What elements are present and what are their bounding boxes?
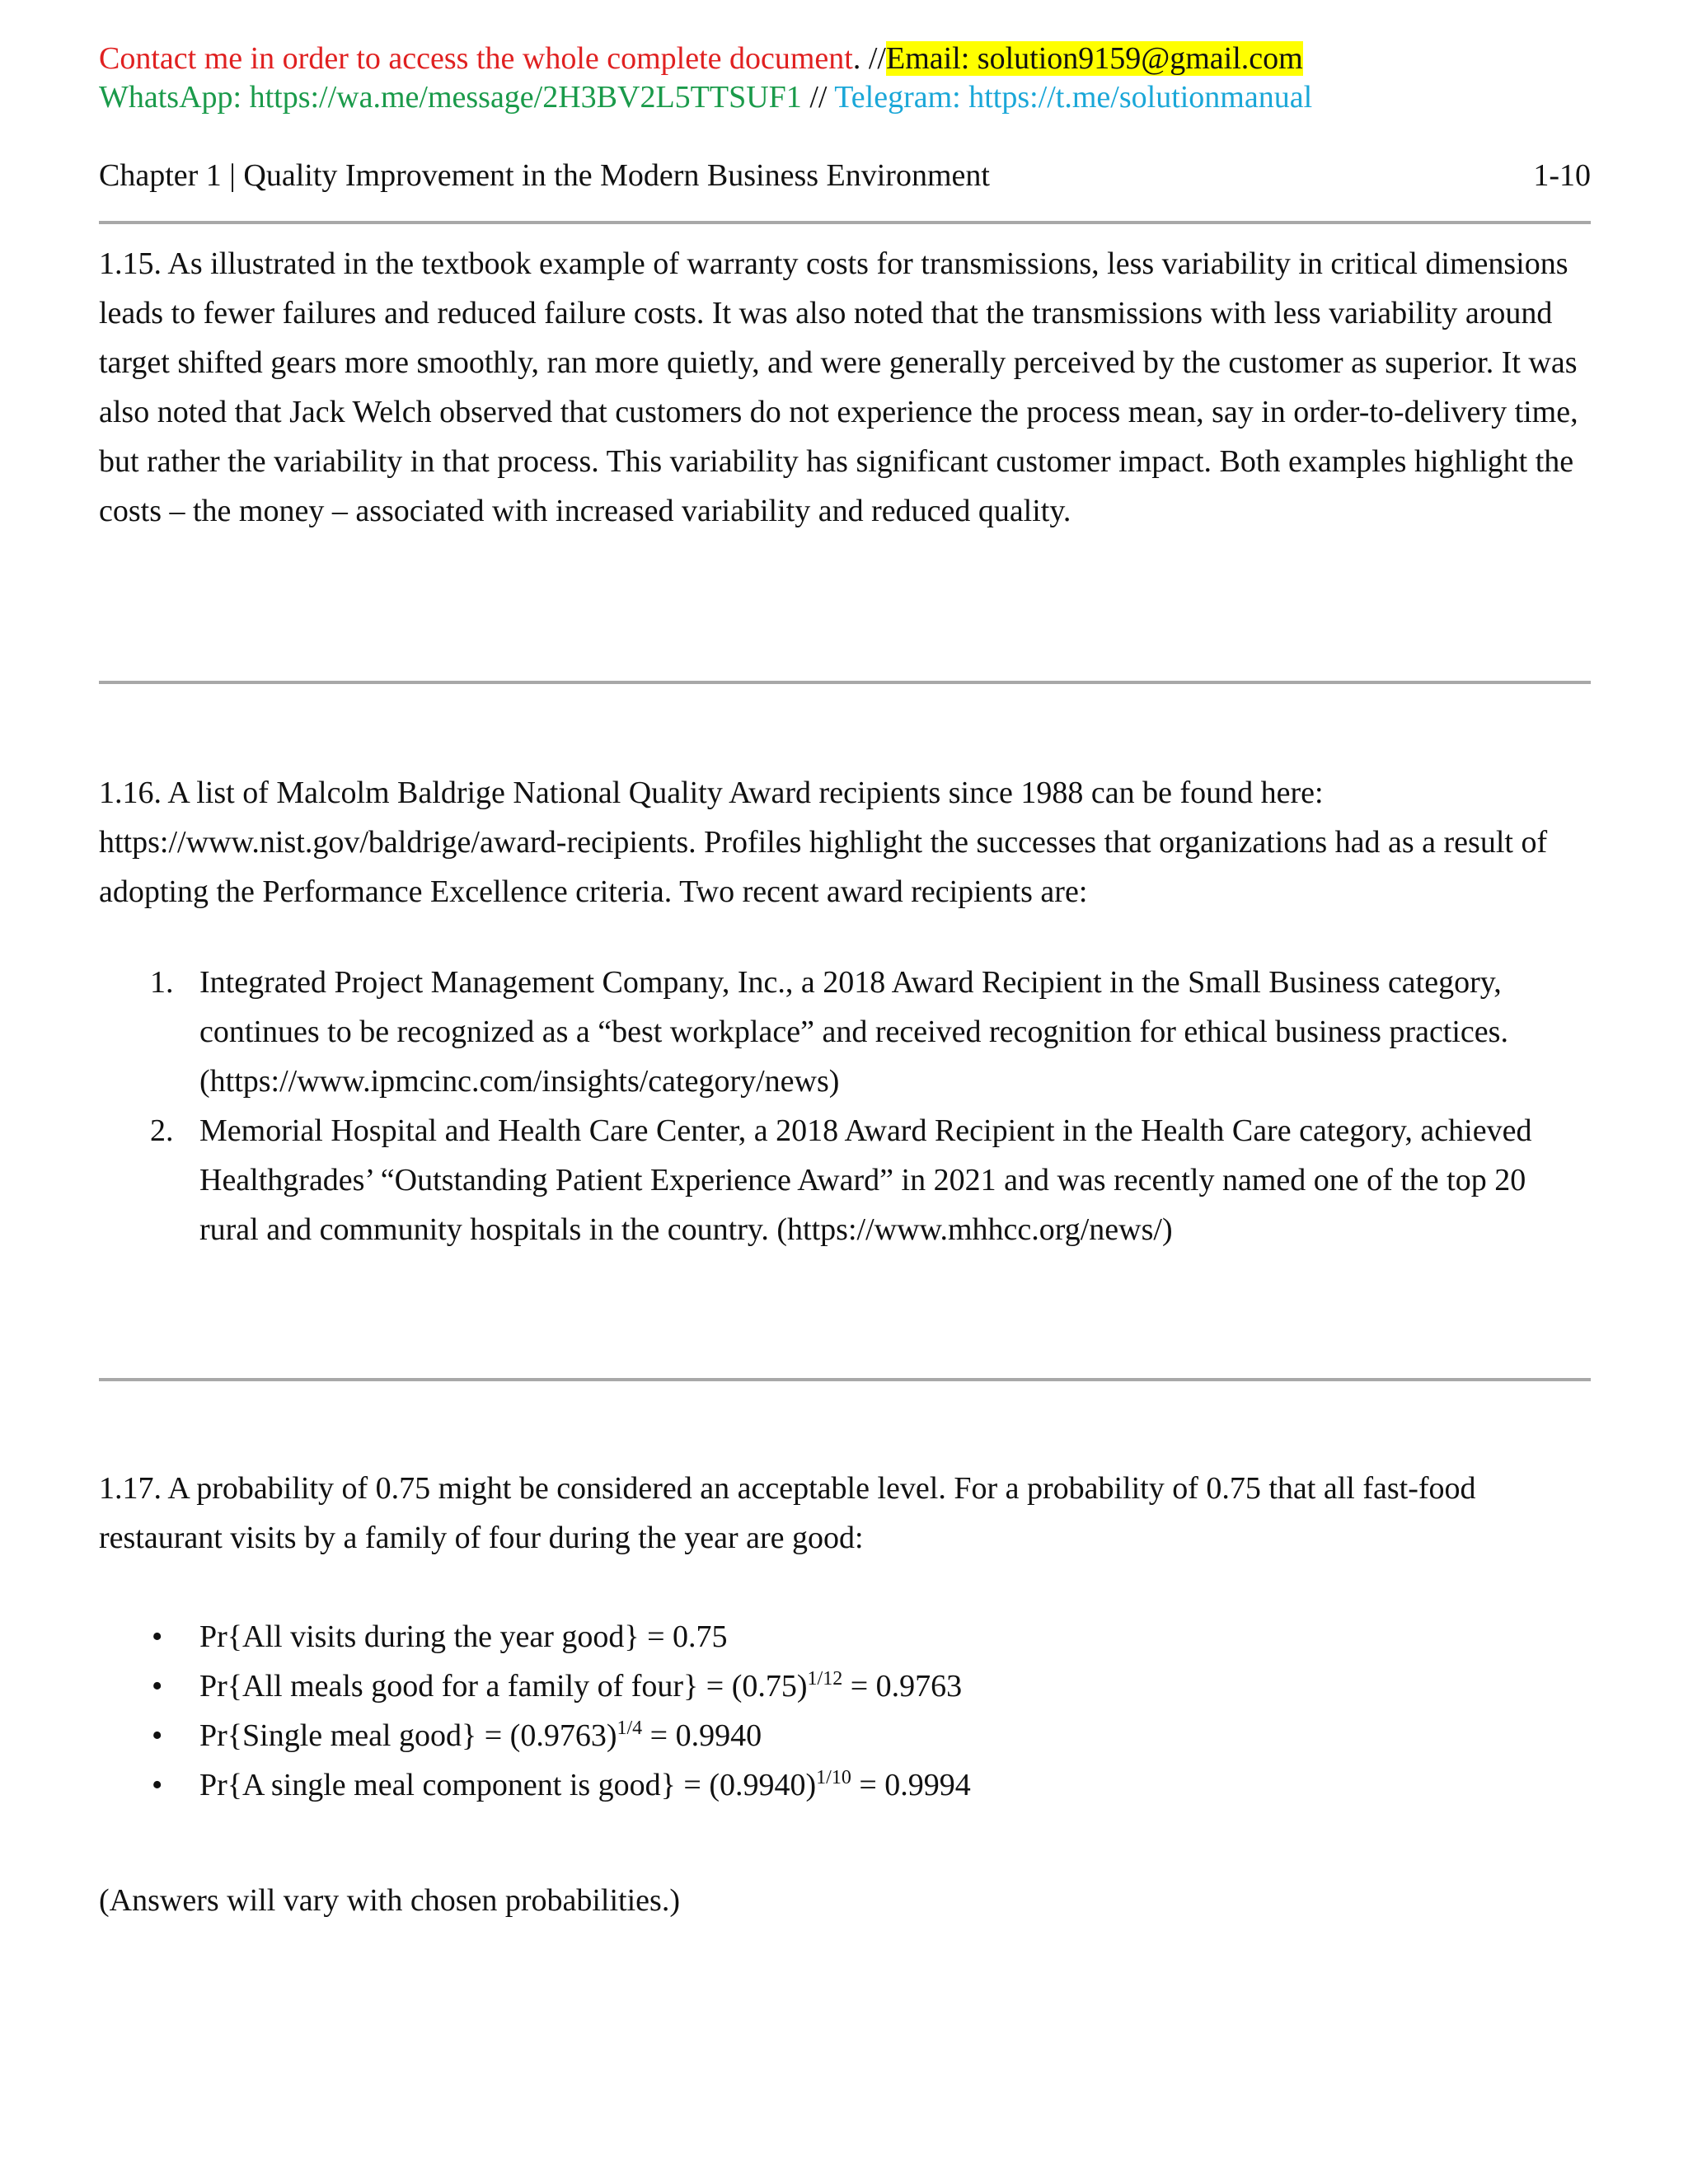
answers-note: (Answers will vary with chosen probabilities.) — [99, 1883, 680, 1918]
running-header — [99, 157, 1591, 195]
section-divider-1 — [99, 681, 1591, 684]
list-item — [99, 1661, 1591, 1711]
exponent: 1/4 — [617, 1718, 643, 1739]
section-divider-2 — [99, 1378, 1591, 1381]
header-divider — [99, 221, 1591, 224]
list-number: 2. — [150, 1113, 174, 1148]
contact-request-text: Contact me in order to access the whole complete document — [99, 41, 853, 76]
list-item — [99, 1612, 1591, 1661]
list-item — [99, 1106, 1591, 1254]
probability-text: Pr{Single meal good} = (0.9763) — [199, 1718, 617, 1753]
email-link[interactable]: Email: solution9159@gmail.com — [885, 41, 1303, 76]
list-item-text: Memorial Hospital and Health Care Center, a 2018 Award Recipient in the Health Care category, achieved Healthgrades’ “Outstanding Patient Experience Award” in 2021 and was recently named one of the top 20 rural and community hospitals in the country. (https://www.mhhcc.org/news/) — [199, 1113, 1532, 1247]
whatsapp-link[interactable]: WhatsApp: https://wa.me/message/2H3BV2L5TTSUF1 — [99, 80, 802, 115]
probability-text: Pr{All visits during the year good} = 0.75 — [199, 1619, 728, 1654]
list-item — [99, 1711, 1591, 1760]
contact-separator-2: // — [801, 80, 835, 115]
exponent: 1/10 — [816, 1767, 851, 1788]
page-number: 1-10 — [1533, 158, 1591, 193]
telegram-link[interactable]: Telegram: https://t.me/solutionmanual — [834, 80, 1313, 115]
contact-banner — [99, 40, 1312, 117]
chapter-title: Chapter 1 | Quality Improvement in the Modern Business Environment — [99, 158, 990, 193]
contact-separator: . // — [852, 41, 886, 76]
section-1-16-intro: 1.16. A list of Malcolm Baldrige National Quality Award recipients since 1988 can be found here: https://www.nist.gov/baldrige/award-recipients. Profiles highlight the successes that organizations had as a result of adopting the Performance Excellence criteria. Two recent award recipients are: — [99, 776, 1548, 909]
section-1-17-intro: 1.17. A probability of 0.75 might be considered an acceptable level. For a probability of 0.75 that all fast-food restaurant visits by a family of four during the year are good: — [99, 1471, 1476, 1555]
probability-text: Pr{A single meal component is good} = (0.9940) — [199, 1768, 817, 1802]
award-recipient-list — [99, 958, 1591, 1254]
list-number: 1. — [150, 965, 174, 1000]
list-item-text: Integrated Project Management Company, Inc., a 2018 Award Recipient in the Small Business category, continues to be recognized as a “best workplace” and received recognition for ethical business practices. (https://www.ipmcinc.com/insights/category/news) — [199, 965, 1508, 1099]
section-1-15-text: 1.15. As illustrated in the textbook example of warranty costs for transmissions, less variability in critical dimensions leads to fewer failures and reduced failure costs. It was also noted that the transmissions with less variability around target shifted gears more smoothly, ran more quietly, and were generally perceived by the customer as superior. It was also noted that Jack Welch observed that customers do not experience the process mean, say in order-to-delivery time, but rather the variability in that process. This variability has significant customer impact. Both examples highlight the costs – the money – associated with increased variability and reduced quality. — [99, 246, 1578, 528]
bullet-icon: • — [152, 1768, 163, 1802]
bullet-icon: • — [152, 1718, 163, 1753]
contact-line-2 — [99, 78, 1312, 117]
section-1-15 — [99, 239, 1591, 536]
bullet-icon: • — [152, 1619, 163, 1654]
section-1-16 — [99, 768, 1591, 1254]
bullet-icon: • — [152, 1669, 163, 1704]
probability-text: Pr{All meals good for a family of four} = (0.75) — [199, 1669, 808, 1704]
probability-result: = 0.9994 — [851, 1768, 971, 1802]
list-item — [99, 1760, 1591, 1810]
list-item — [99, 958, 1591, 1106]
contact-line-1 — [99, 40, 1312, 78]
probability-list — [99, 1612, 1591, 1810]
probability-result: = 0.9940 — [642, 1718, 762, 1753]
section-1-17 — [99, 1464, 1591, 1925]
probability-result: = 0.9763 — [842, 1669, 963, 1704]
exponent: 1/12 — [807, 1668, 843, 1690]
